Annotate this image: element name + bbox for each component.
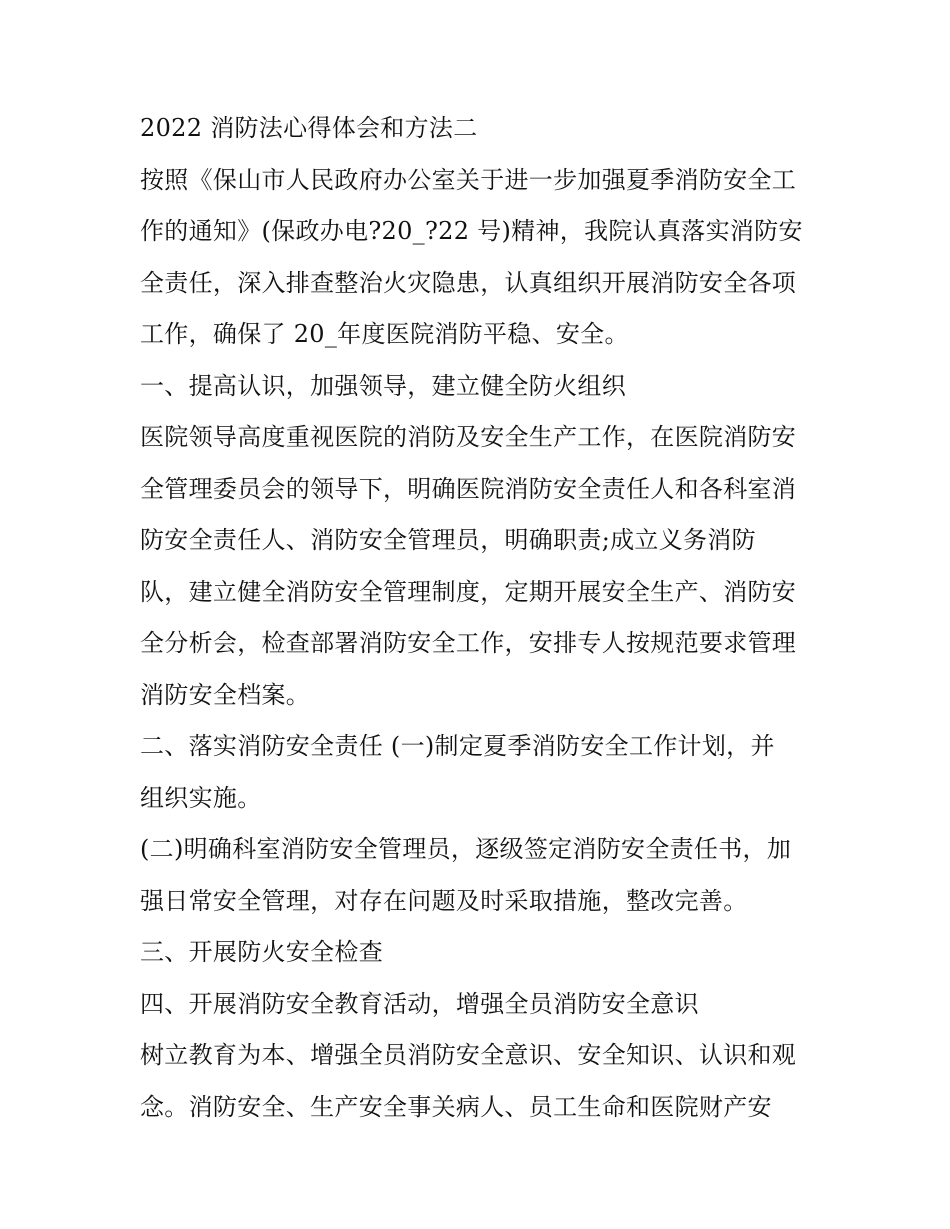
text-line: 按照《保山市人民政府办公室关于进一步加强夏季消防安全工 [140,165,797,194]
section-heading-1: 一、提高认识，加强领导，建立健全防火组织 [140,371,626,400]
section-heading-4: 四、开展消防安全教育活动，增强全员消防安全意识 [140,989,699,1018]
document-title: 2022 消防法心得体会和方法二 [140,114,478,142]
text-line: 全分析会，检查部署消防安全工作，安排专人按规范要求管理 [140,629,797,657]
text-line: 队，建立健全消防安全管理制度，定期开展安全生产、消防安 [140,577,797,606]
text-line: 组织实施。 [140,783,262,812]
text-line: 强日常安全管理，对存在问题及时采取措施，整改完善。 [140,886,748,915]
text-line: 作的通知》(保政办电?20_?22 号)精神，我院认真落实消防安 [140,217,803,245]
text-line: 树立教育为本、增强全员消防安全意识、安全知识、认识和观 [140,1041,797,1069]
text-line: 消防安全档案。 [140,680,311,709]
text-line: 防安全责任人、消防安全管理员，明确职责;成立义务消防 [140,526,756,554]
text-line: 全责任，深入排查整治火灾隐患，认真组织开展消防安全各项 [140,268,797,297]
document-body [140,103,820,1133]
text-line: 全管理委员会的领导下，明确医院消防安全责任人和各科室消 [140,474,797,503]
text-line: 医院领导高度重视医院的消防及安全生产工作，在医院消防安 [140,423,797,451]
section-heading-3: 三、开展防火安全检查 [140,938,383,966]
section-heading-2: 二、落实消防安全责任 (一)制定夏季消防安全工作计划，并 [140,732,775,760]
text-line: (二)明确科室消防安全管理员，逐级签定消防安全责任书，加 [140,835,792,863]
text-line: 工作，确保了 20_年度医院消防平稳、安全。 [140,320,629,348]
text-line: 念。消防安全、生产安全事关病人、员工生命和医院财产安 [140,1092,772,1121]
